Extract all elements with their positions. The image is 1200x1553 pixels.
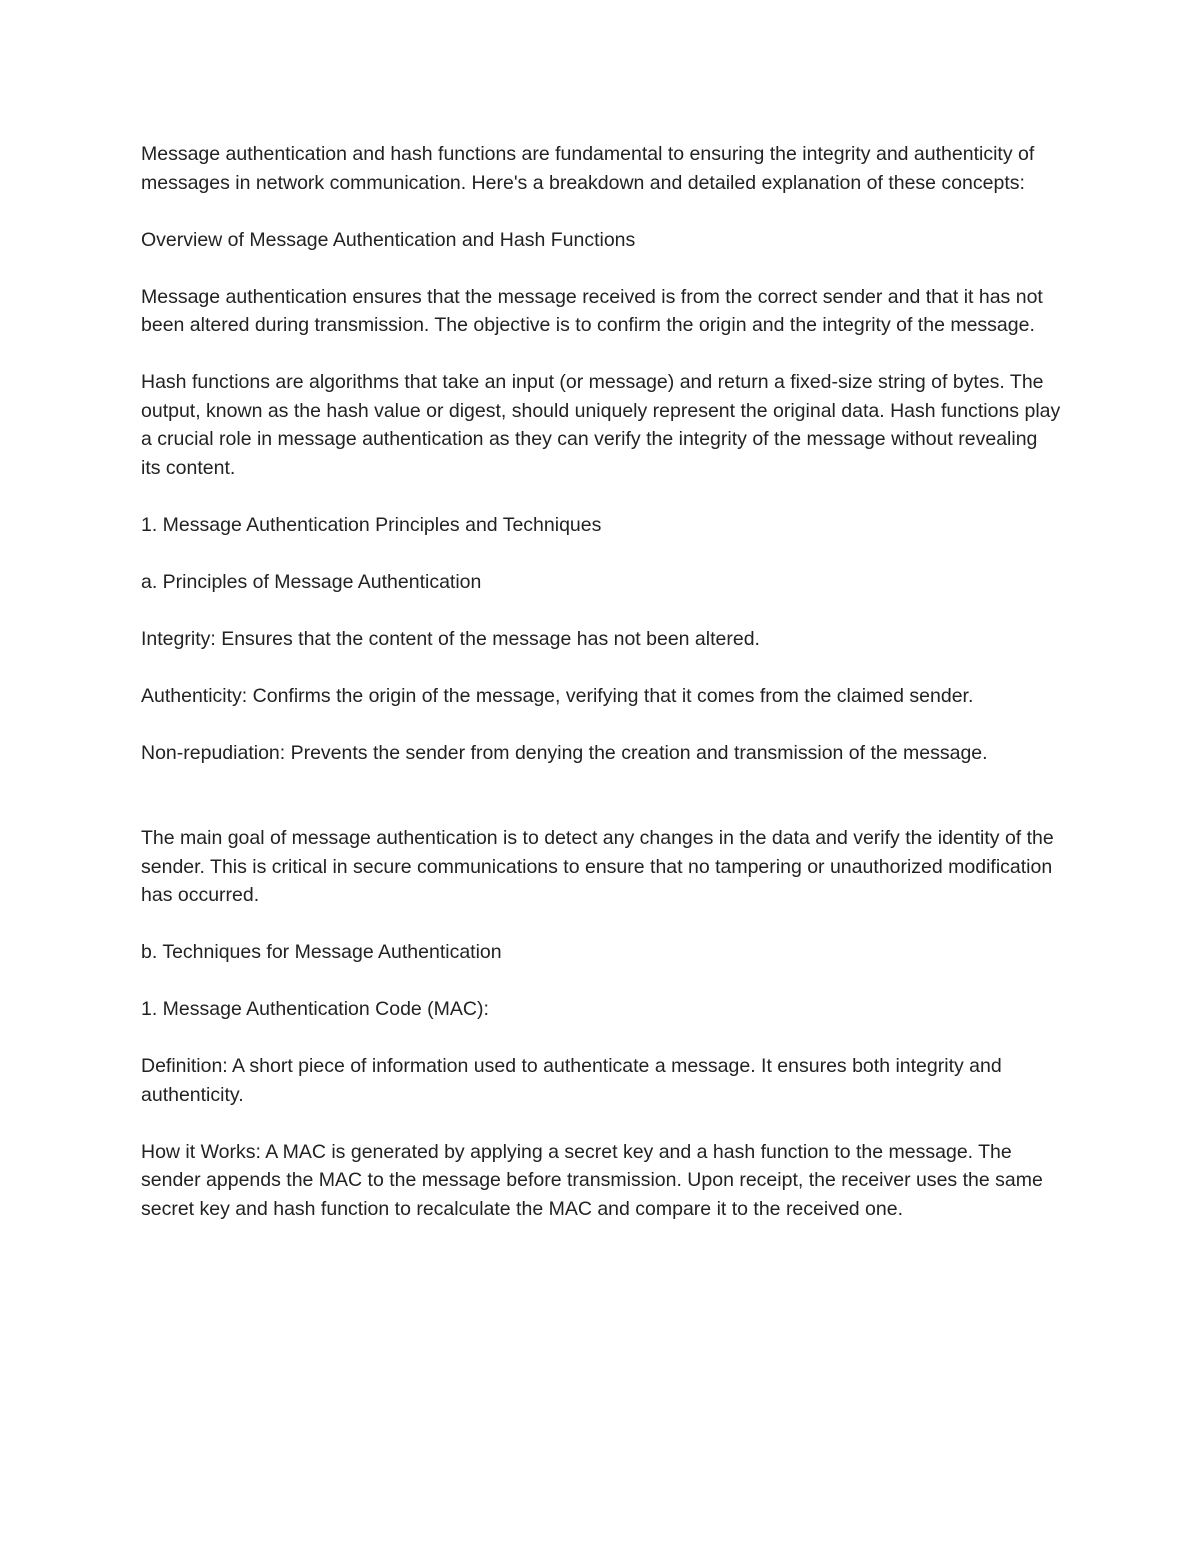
subsection-heading-principles: a. Principles of Message Authentication — [141, 570, 482, 593]
document-body — [141, 140, 1061, 1252]
authenticity-paragraph: Authenticity: Confirms the origin of the message, verifying that it comes from the claimed sender. — [141, 684, 974, 707]
non-repudiation-paragraph: Non-repudiation: Prevents the sender from denying the creation and transmission of the message. — [141, 741, 988, 764]
main-goal-paragraph: The main goal of message authentication is to detect any changes in the data and verify the identity of the sender. This is critical in secure communications to ensure that no tampering or unauthorized modification has occurred. — [141, 827, 1054, 906]
integrity-paragraph: Integrity: Ensures that the content of the message has not been altered. — [141, 627, 760, 650]
intro-paragraph: Message authentication and hash functions are fundamental to ensuring the integrity and authenticity of messages in network communication. Here's a breakdown and detailed explanation of these concepts: — [141, 143, 1035, 194]
section-heading-principles-techniques: 1. Message Authentication Principles and Techniques — [141, 513, 602, 536]
mac-heading: 1. Message Authentication Code (MAC): — [141, 998, 489, 1020]
mac-how-it-works-paragraph: How it Works: A MAC is generated by applying a secret key and a hash function to the message. The sender appends the MAC to the message before transmission. Upon receipt, the receiver uses the same secret key and hash function to recalculate the MAC and compare it to the received one. — [141, 1140, 1043, 1220]
message-authentication-paragraph: Message authentication ensures that the message received is from the correct sender and that it has not been altered during transmission. The objective is to confirm the origin and the integrity of the message. — [141, 285, 1043, 336]
hash-functions-paragraph: Hash functions are algorithms that take an input (or message) and return a fixed-size string of bytes. The output, known as the hash value or digest, should uniquely represent the original data. Hash functions play a crucial role in message authentication as they can verify the integrity of the message without revealing its content. — [141, 371, 1061, 479]
section-heading-overview: Overview of Message Authentication and Hash Functions — [141, 228, 636, 251]
mac-definition-paragraph: Definition: A short piece of information used to authenticate a message. It ensures both integrity and authenticity. — [141, 1055, 1002, 1106]
subsection-heading-techniques: b. Techniques for Message Authentication — [141, 941, 502, 963]
